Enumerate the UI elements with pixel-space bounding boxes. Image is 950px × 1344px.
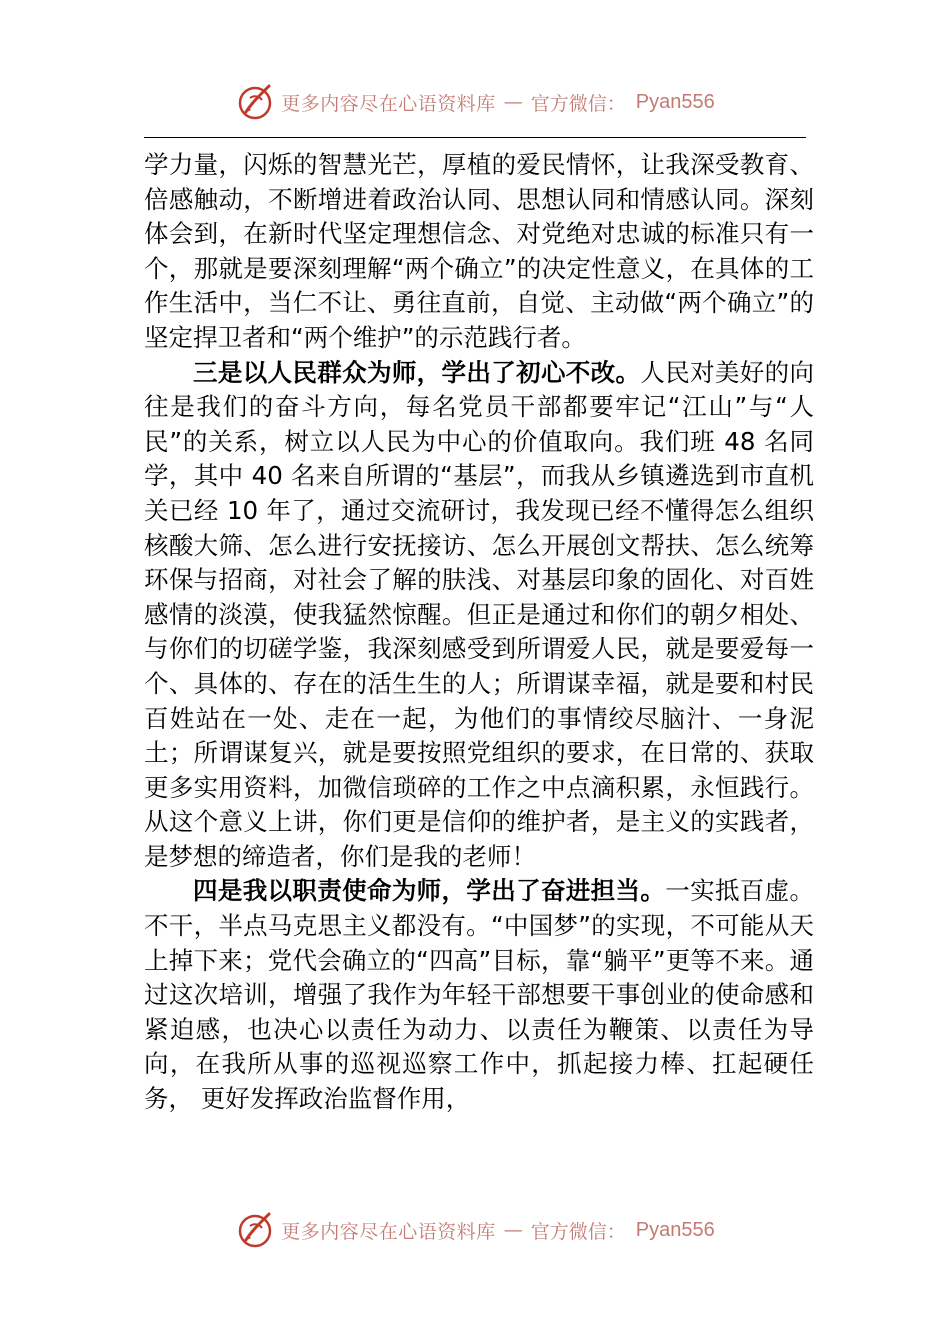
header-divider <box>144 137 806 138</box>
footer-banner-wechat-label: 官方微信： <box>530 1220 626 1243</box>
banner-wechat-label: 官方微信： <box>530 92 626 115</box>
header-banner <box>0 80 950 124</box>
footer-banner <box>0 1208 950 1252</box>
document-body <box>144 148 814 1117</box>
paragraph-2 <box>144 356 814 875</box>
paragraph-2-text: 人民对美好的向往是我们的奋斗方向，每名党员干部都要牢记“江山”与“人民”的关系，树立以人民为中心的价值取向。我们班 48 名同学，其中 40 名来自所谓的“基层”，而我从乡镇遴选到市直机关已经 10 年了，通过交流研讨，我发现已经不懂得怎么组织核酸大筛、怎么进行安抚接访、怎么开展创文帮扶、怎么统筹环保与招商，对社会了解的肤浅、对基层印象的固化、对百姓感情的淡漠，使我猛然惊醒。但正是通过和你们的朝夕相处、与你们的切磋学鉴，我深刻感受到所谓爱人民，就是要爱每一个、具体的、存在的活生生的人；所谓谋幸福，就是要和村民百姓站在一处、走在一起，为他们的事情绞尽脑汁、一身泥土；所谓谋复兴，就是要按照党组织的要求，在日常的、获取更多实用资料，加微信琐碎的工作之中点滴积累，永恒践行。从这个意义上讲，你们更是信仰的维护者，是主义的实践者，是梦想的缔造者，你们是我的老师！ <box>144 357 814 871</box>
banner-title: 更多内容尽在心语资料库 <box>281 92 496 115</box>
paragraph-3 <box>144 874 814 1116</box>
paragraph-2-heading: 三是以人民群众为师，学出了初心不改。 <box>193 357 641 387</box>
paragraph-3-heading: 四是我以职责使命为师，学出了奋进担当。 <box>193 876 666 906</box>
paragraph-3-text: 一实抵百虚。不干，半点马克思主义都没有。“中国梦”的实现，不可能从天上掉下来；党代会确立的“四高”目标，靠“躺平”更等不来。通过这次培训，增强了我作为年轻干部想要干事创业的使命感和紧迫感，也决心以责任为动力、以责任为鞭策、以责任为导向，在我所从事的巡视巡察工作中，抓起接力棒、扛起硬任务， 更好发挥政治监督作用， <box>144 876 815 1114</box>
footer-banner-separator: — <box>503 1219 523 1241</box>
banner-wechat-id: Pyan556 <box>635 90 715 113</box>
pen-logo-icon <box>235 82 275 122</box>
banner-separator: — <box>503 91 523 113</box>
paragraph-1: 学力量，闪烁的智慧光芒，厚植的爱民情怀，让我深受教育、倍感触动，不断增进着政治认同、思想认同和情感认同。深刻体会到，在新时代坚定理想信念、对党绝对忠诚的标准只有一个，那就是要深刻理解“两个确立”的决定性意义，在具体的工作生活中，当仁不让、勇往直前，自觉、主动做“两个确立”的坚定捍卫者和“两个维护”的示范践行者。 <box>144 150 814 352</box>
footer-banner-title: 更多内容尽在心语资料库 <box>281 1220 496 1243</box>
footer-banner-wechat-id: Pyan556 <box>635 1218 715 1241</box>
pen-logo-icon <box>235 1210 275 1250</box>
